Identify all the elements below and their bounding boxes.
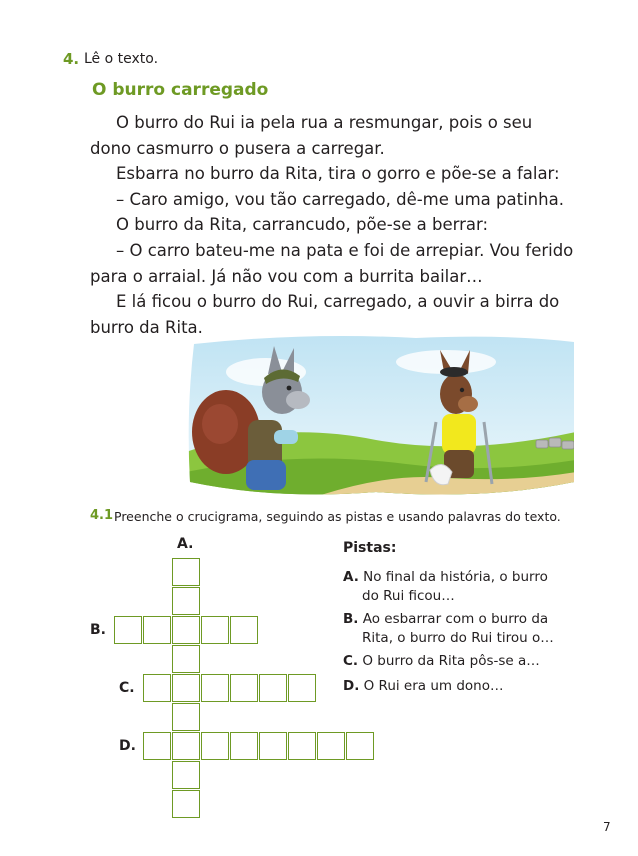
story-paragraph: O burro da Rita, carrancudo, põe-se a berrar: (116, 215, 489, 235)
clue-b (343, 610, 573, 648)
clue-text: Ao esbarrar com o burro da (362, 611, 549, 627)
crossword-cell[interactable] (172, 761, 200, 789)
crossword-label-a: A. (177, 536, 194, 552)
crossword-cell[interactable] (230, 674, 258, 702)
story-paragraph: E lá ficou o burro do Rui, carregado, a ouvir a birra do burro da Rita. (90, 292, 560, 337)
crossword-cell[interactable] (201, 732, 229, 760)
crossword-cell[interactable] (172, 645, 200, 673)
crossword-cell[interactable] (317, 732, 345, 760)
crossword-label-b: B. (90, 622, 106, 638)
clue-key: B. (343, 611, 359, 627)
crossword-cell[interactable] (172, 616, 200, 644)
crossword-cell[interactable] (201, 616, 229, 644)
clue-text-continued: Rita, o burro do Rui tirou o… (362, 630, 554, 646)
crossword-cell[interactable] (172, 703, 200, 731)
crossword-cell[interactable] (230, 732, 258, 760)
clues-title: Pistas: (343, 540, 397, 556)
clue-key: C. (343, 653, 359, 669)
subexercise-number: 4.1 (90, 508, 114, 523)
clue-text: No final da história, o burro (363, 569, 548, 585)
exercise-instruction: Lê o texto. (84, 51, 159, 67)
crossword-cell[interactable] (288, 732, 316, 760)
crossword-cell[interactable] (143, 732, 171, 760)
clue-d (343, 677, 573, 696)
clue-key: D. (343, 678, 360, 694)
clue-text: O burro da Rita pôs-se a… (362, 653, 540, 669)
clue-c (343, 652, 573, 671)
crossword-cell[interactable] (230, 616, 258, 644)
crossword-cell[interactable] (143, 616, 171, 644)
crossword-cell[interactable] (172, 674, 200, 702)
crossword-cell[interactable] (172, 790, 200, 818)
crossword-cell[interactable] (346, 732, 374, 760)
clue-key: A. (343, 569, 359, 585)
clue-a (343, 568, 573, 606)
crossword-cell[interactable] (143, 674, 171, 702)
story-paragraph: – Caro amigo, vou tão carregado, dê-me uma patinha. (116, 189, 564, 209)
crossword-cell[interactable] (172, 587, 200, 615)
crossword-cell[interactable] (172, 732, 200, 760)
crossword-label-c: C. (119, 680, 135, 696)
story-title: O burro carregado (92, 80, 269, 100)
clue-text: O Rui era um dono… (363, 678, 504, 694)
crossword-cell[interactable] (172, 558, 200, 586)
story-paragraph: Esbarra no burro da Rita, tira o gorro e põe-se a falar: (116, 164, 560, 184)
exercise-number: 4. (63, 50, 80, 68)
story-paragraph: O burro do Rui ia pela rua a resmungar, pois o seu dono casmurro o pusera a carregar. (90, 113, 533, 158)
crossword-cell[interactable] (201, 674, 229, 702)
subexercise-instruction: Preenche o crucigrama, seguindo as pistas e usando palavras do texto. (114, 509, 561, 524)
crossword-cell[interactable] (114, 616, 142, 644)
page-number: 7 (603, 820, 611, 834)
crossword-label-d: D. (119, 738, 136, 754)
crossword-cell[interactable] (259, 732, 287, 760)
crossword-cell[interactable] (288, 674, 316, 702)
story-illustration (186, 332, 576, 500)
crossword-cell[interactable] (259, 674, 287, 702)
clue-text-continued: do Rui ficou… (362, 588, 455, 604)
story-paragraph: – O carro bateu-me na pata e foi de arrepiar. Vou ferido para o arraial. Já não vou com a burrita bailar… (90, 240, 574, 286)
story-text (90, 110, 578, 340)
